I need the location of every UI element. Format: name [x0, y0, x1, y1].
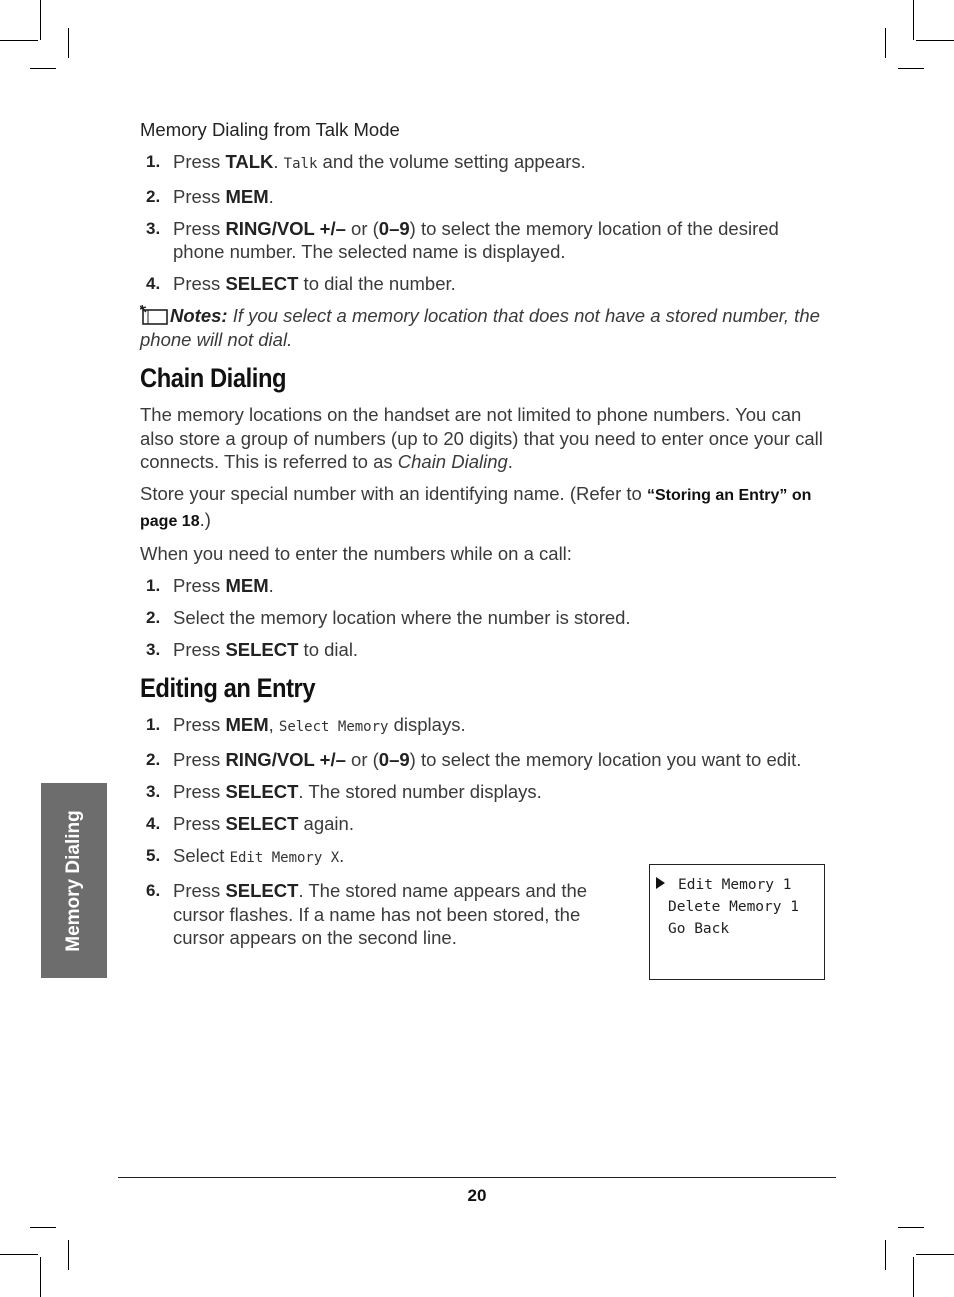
note-body: If you select a memory location that does not have a stored number, the phone will not dial.	[140, 305, 820, 350]
key-label: TALK	[225, 150, 274, 172]
step-text: ,	[268, 714, 279, 735]
step-text: . The stored name appears and the cursor flashes. If a name has not been stored, the cursor appears on the second line.	[173, 880, 588, 948]
chain-dialing-paragraph	[140, 403, 830, 474]
list-item	[140, 748, 830, 772]
crop-mark	[885, 28, 886, 58]
step-text: .	[268, 574, 274, 596]
step-text: again.	[298, 813, 354, 834]
crop-mark	[40, 0, 41, 40]
step-text: Press	[173, 781, 226, 802]
step-number: 1.	[146, 151, 161, 171]
section-side-tab	[41, 783, 107, 978]
step-number: 3.	[146, 782, 161, 801]
step-text: Press	[173, 217, 226, 239]
key-label: MEM	[225, 185, 269, 207]
list-item	[140, 879, 603, 950]
list-item	[140, 272, 830, 296]
crop-mark	[0, 40, 38, 41]
crop-mark	[913, 1257, 914, 1297]
step-text: Select	[173, 845, 230, 866]
step-text: or (	[345, 749, 379, 770]
step-text: Press	[173, 813, 226, 834]
step-number: 6.	[146, 881, 161, 900]
step-number: 4.	[146, 814, 161, 833]
page-content	[140, 118, 830, 958]
step-text: ) to select the memory location you want to edit.	[409, 749, 802, 770]
step-text: . The stored number displays.	[298, 781, 542, 802]
crop-mark	[0, 1254, 38, 1255]
crop-mark	[30, 68, 56, 69]
step-text: Press	[173, 574, 226, 596]
crop-mark	[885, 1240, 886, 1270]
lcd-text: Talk	[283, 155, 318, 172]
list-item	[140, 780, 830, 804]
list-item	[140, 713, 830, 740]
list-item	[140, 606, 830, 630]
note-pad-icon	[140, 305, 170, 325]
key-label: SELECT	[225, 638, 299, 660]
para-text: .	[507, 451, 513, 472]
lcd-line: Delete Memory 1	[668, 899, 799, 915]
step-text: to dial.	[298, 638, 359, 660]
list-item	[140, 217, 830, 264]
chain-dialing-paragraph: When you need to enter the numbers while on a call:	[140, 542, 572, 564]
step-text: Press	[173, 273, 226, 294]
crop-mark	[916, 40, 954, 41]
step-number: 2.	[146, 750, 161, 769]
list-item	[140, 638, 830, 662]
lcd-text: Edit Memory X	[229, 850, 340, 866]
list-item	[140, 185, 830, 209]
lcd-text: Select Memory	[278, 719, 389, 735]
editing-entry-title: Editing an Entry	[140, 673, 316, 703]
step-text: Press	[173, 880, 226, 901]
para-text: .)	[199, 508, 211, 530]
chain-dialing-paragraph	[140, 482, 830, 533]
step-number: 2.	[146, 186, 161, 206]
step-number: 4.	[146, 274, 161, 293]
step-text: .	[273, 150, 284, 172]
crop-mark	[898, 1227, 924, 1228]
step-text: Select the memory location where the number is stored.	[173, 606, 631, 628]
memory-dialing-steps	[140, 150, 830, 296]
key-label: 0–9	[378, 217, 410, 239]
step-number: 5.	[146, 846, 161, 865]
chain-dialing-steps	[140, 574, 830, 662]
step-text: Press	[173, 714, 226, 735]
step-number: 1.	[146, 575, 161, 595]
key-label: SELECT	[225, 880, 299, 901]
step-number: 3.	[146, 639, 161, 659]
crop-mark	[30, 1227, 56, 1228]
step-text: Press	[173, 150, 226, 172]
para-emphasis: Chain Dialing	[397, 451, 508, 472]
cross-reference-link[interactable]: “Storing an Entry” on page 18	[140, 487, 812, 530]
crop-mark	[68, 28, 69, 58]
step-number: 3.	[146, 218, 161, 238]
step-text: displays.	[388, 714, 466, 735]
footer-rule	[118, 1177, 836, 1178]
step-number: 1.	[146, 715, 161, 734]
para-text: The memory locations on the handset are not limited to phone numbers. You can also store a group of numbers (up to 20 digits) that you need to enter once your call connects. This is referred to as	[140, 404, 823, 472]
triangle-right-icon	[656, 877, 665, 889]
side-tab-label: Memory Dialing	[63, 809, 84, 952]
note-label: Notes:	[170, 305, 228, 326]
lcd-line: Go Back	[668, 921, 730, 937]
para-text: Store your special number with an identifying name. (Refer to	[140, 483, 647, 504]
key-label: RING/VOL +/–	[225, 749, 346, 770]
step-text: or (	[345, 217, 379, 239]
crop-mark	[913, 0, 914, 40]
crop-mark	[40, 1257, 41, 1297]
list-item	[140, 150, 830, 177]
step-text: Press	[173, 185, 226, 207]
step-number: 2.	[146, 607, 161, 627]
note	[140, 304, 830, 351]
key-label: MEM	[225, 714, 269, 735]
list-item	[140, 574, 830, 598]
lcd-line: Edit Memory 1	[678, 877, 792, 893]
key-label: SELECT	[225, 781, 299, 802]
crop-mark	[898, 68, 924, 69]
key-label: 0–9	[378, 749, 410, 770]
crop-mark	[916, 1254, 954, 1255]
key-label: SELECT	[225, 813, 299, 834]
step-text: .	[268, 185, 274, 207]
step-text: Press	[173, 638, 226, 660]
memory-dialing-heading: Memory Dialing from Talk Mode	[140, 119, 400, 140]
step-text: .	[339, 845, 345, 866]
step-text: ) to select the memory location of the desired phone number. The selected name is displayed.	[173, 217, 779, 262]
key-label: MEM	[225, 574, 269, 596]
list-item	[140, 812, 830, 836]
lcd-screen	[649, 864, 825, 980]
crop-mark	[68, 1240, 69, 1270]
key-label: SELECT	[225, 273, 299, 294]
chain-dialing-title: Chain Dialing	[140, 363, 287, 393]
step-text: Press	[173, 749, 226, 770]
page-number: 20	[467, 1186, 487, 1205]
step-text: and the volume setting appears.	[317, 150, 586, 172]
step-text: to dial the number.	[298, 273, 456, 294]
key-label: RING/VOL +/–	[225, 217, 346, 239]
